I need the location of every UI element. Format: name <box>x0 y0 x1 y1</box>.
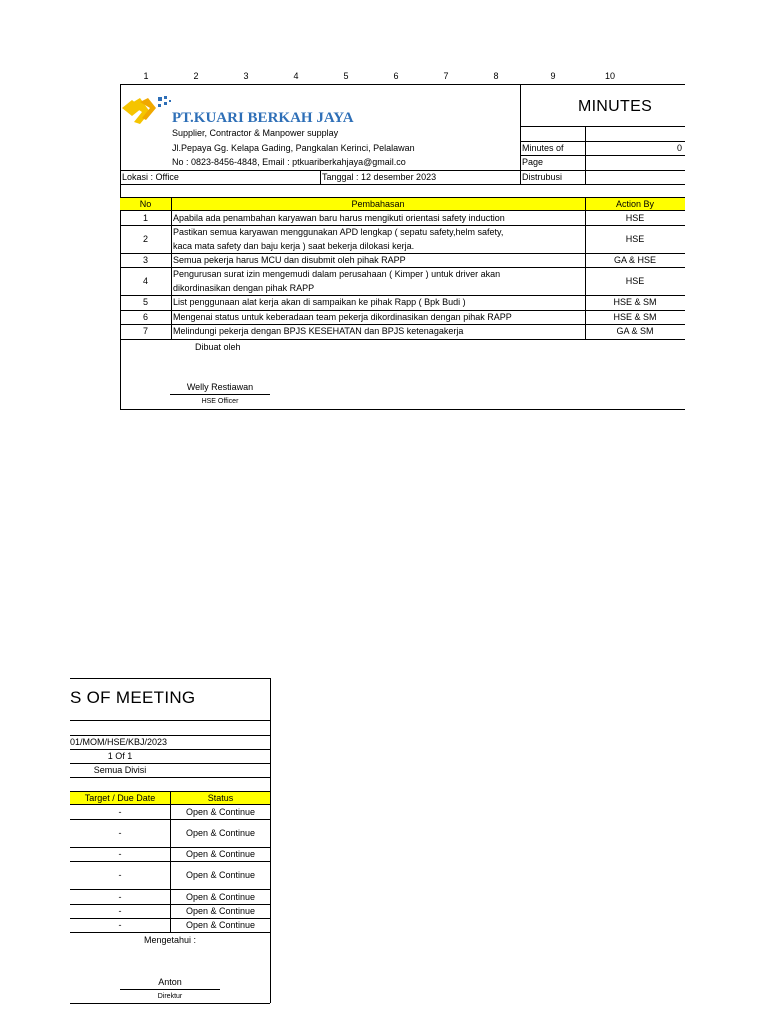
page-label: Page <box>522 157 544 167</box>
col-number-3: 3 <box>243 71 249 81</box>
col-header-no: No <box>139 199 152 209</box>
row-target: - <box>118 906 122 916</box>
company-contact: No : 0823-8456-4848, Email : ptkuariberkahjaya@gmail.co <box>172 157 406 167</box>
row-status: Open & Continue <box>185 920 256 930</box>
row-pembahasan-line2: kaca mata safety dan baju kerja ) saat bekerja dilokasi kerja. <box>173 241 415 251</box>
col-number-4: 4 <box>293 71 299 81</box>
approver-title: Direktur <box>157 993 183 1000</box>
approver-signature-line <box>120 989 220 990</box>
row-pembahasan: Apabila ada penambahan karyawan baru harus mengikuti orientasi safety induction <box>173 213 505 223</box>
minutes-number-part2: 01/MOM/HSE/KBJ/2023 <box>70 737 168 747</box>
approver-name: Anton <box>158 977 182 987</box>
document-title-part1: MINUTES <box>577 98 653 115</box>
row-target: - <box>118 920 122 930</box>
col-number-2: 2 <box>193 71 199 81</box>
minutes-number-part1: 0 <box>677 143 683 153</box>
minutes-of-label: Minutes of <box>522 143 564 153</box>
row-number: 4 <box>142 276 148 286</box>
row-status: Open & Continue <box>185 870 256 880</box>
row-target: - <box>118 807 122 817</box>
row-status: Open & Continue <box>185 849 256 859</box>
col-header-action-by: Action By <box>615 199 655 209</box>
col-number-1: 1 <box>143 71 149 81</box>
maker-name: Welly Restiawan <box>186 382 254 392</box>
col-header-target: Target / Due Date <box>84 793 156 803</box>
col-header-pembahasan: Pembahasan <box>351 199 405 209</box>
col-number-10: 10 <box>604 71 615 81</box>
dibuat-oleh-label: Dibuat oleh <box>195 342 241 352</box>
document-title-part2: S OF MEETING <box>70 688 196 707</box>
row-pembahasan: Pengurusan surat izin mengemudi dalam perusahaan ( Kimper ) untuk driver akan <box>173 269 501 279</box>
company-address: Jl.Pepaya Gg. Kelapa Gading, Pangkalan Kerinci, Pelalawan <box>172 143 415 153</box>
row-number: 1 <box>142 213 148 223</box>
company-name: PT.KUARI BERKAH JAYA <box>172 110 354 126</box>
row-number: 6 <box>142 312 148 322</box>
col-number-5: 5 <box>343 71 349 81</box>
maker-signature-line <box>170 394 270 395</box>
row-action-by: HSE <box>625 213 645 223</box>
row-action-by: HSE & SM <box>613 297 657 307</box>
row-action-by: GA & HSE <box>613 255 657 265</box>
row-action-by: HSE <box>625 276 645 286</box>
row-pembahasan: Mengenai status untuk keberadaan team pekerja dikordinasikan dengan pihak RAPP <box>173 312 512 322</box>
maker-title: HSE Officer <box>201 398 239 405</box>
company-tagline: Supplier, Contractor & Manpower supplay <box>172 128 339 138</box>
distribusi-value: Semua Divisi <box>93 765 147 775</box>
row-number: 3 <box>142 255 148 265</box>
col-number-8: 8 <box>493 71 499 81</box>
row-pembahasan: Semua pekerja harus MCU dan disubmit oleh pihak RAPP <box>173 255 406 265</box>
col-number-9: 9 <box>550 71 556 81</box>
row-status: Open & Continue <box>185 828 256 838</box>
distribusi-label: Distrubusi <box>522 172 563 182</box>
row-pembahasan-line2: dikordinasikan dengan pihak RAPP <box>173 283 315 293</box>
row-action-by: HSE <box>625 234 645 244</box>
row-target: - <box>118 849 122 859</box>
row-status: Open & Continue <box>185 906 256 916</box>
row-pembahasan: Pastikan semua karyawan menggunakan APD lengkap ( sepatu safety,helm safety, <box>173 227 504 237</box>
row-status: Open & Continue <box>185 807 256 817</box>
row-action-by: HSE & SM <box>613 312 657 322</box>
row-number: 2 <box>142 234 148 244</box>
row-status: Open & Continue <box>185 892 256 902</box>
row-target: - <box>118 870 122 880</box>
row-pembahasan: List penggunaan alat kerja akan di sampaikan ke pihak Rapp ( Bpk Budi ) <box>173 297 466 307</box>
row-number: 7 <box>142 326 148 336</box>
mengetahui-label: Mengetahui : <box>143 935 197 945</box>
company-logo <box>120 94 172 128</box>
row-target: - <box>118 892 122 902</box>
col-number-7: 7 <box>443 71 449 81</box>
lokasi-label: Lokasi : Office <box>122 172 179 182</box>
col-number-6: 6 <box>393 71 399 81</box>
page-value: 1 Of 1 <box>107 751 133 761</box>
tanggal-label: Tanggal : 12 desember 2023 <box>322 172 437 182</box>
row-action-by: GA & SM <box>616 326 654 336</box>
row-target: - <box>118 828 122 838</box>
row-number: 5 <box>142 297 148 307</box>
col-header-status: Status <box>207 793 234 803</box>
row-pembahasan: Melindungi pekerja dengan BPJS KESEHATAN dan BPJS ketenagakerja <box>173 326 464 336</box>
